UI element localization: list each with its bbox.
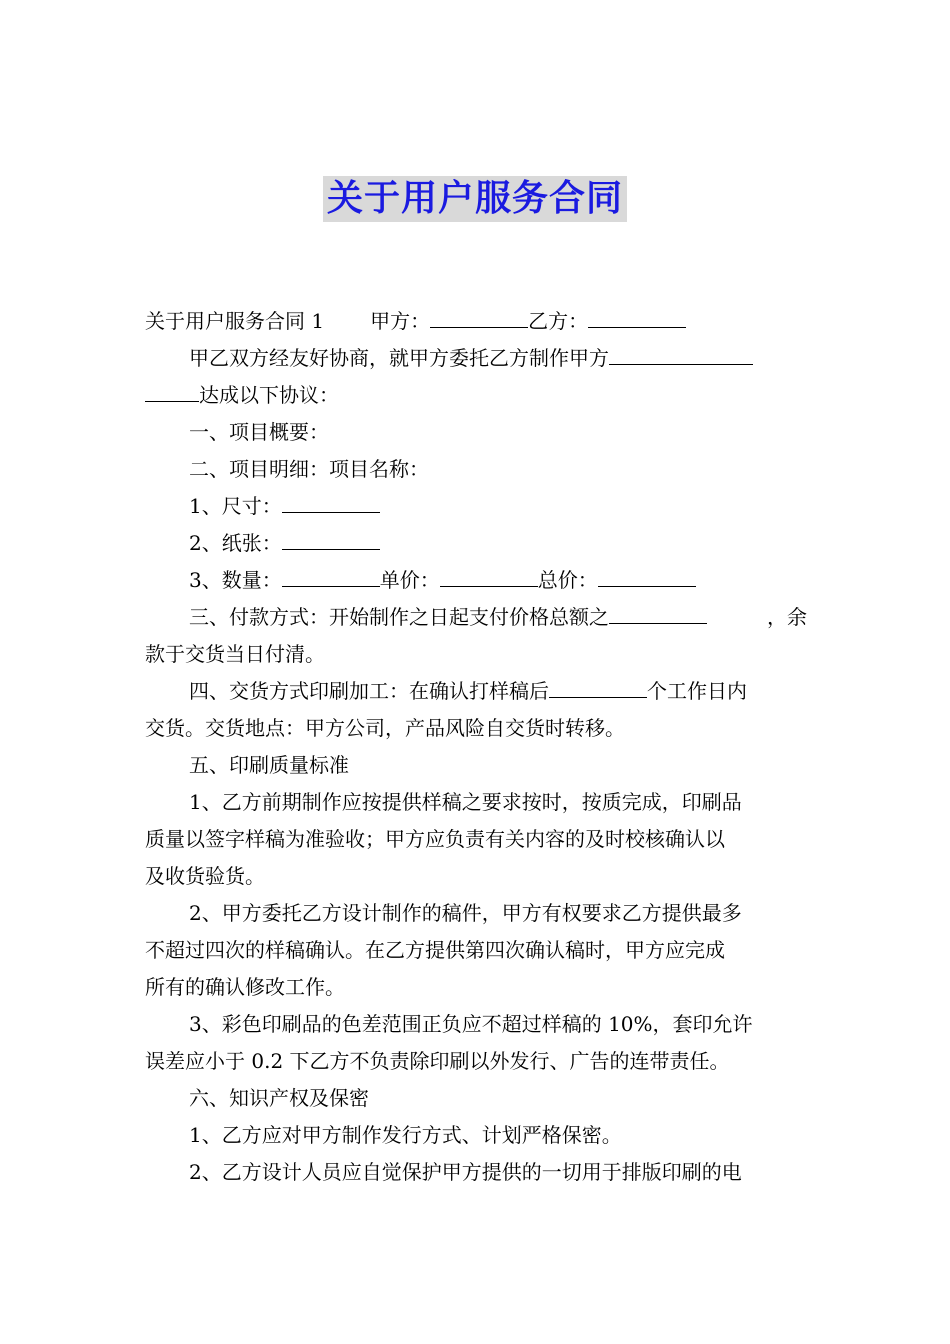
section-4-line-2: 交货。交货地点：甲方公司，产品风险自交货时转移。 bbox=[145, 716, 625, 740]
section-5-1-line-3: 及收货验货。 bbox=[145, 864, 265, 888]
title-wrap bbox=[0, 176, 950, 222]
section-2: 二、项目明细：项目名称： bbox=[189, 457, 429, 481]
section-6-2: 2、乙方设计人员应自觉保护甲方提供的一切用于排版印刷的电 bbox=[189, 1160, 742, 1184]
section-5-2-line-1: 2、甲方委托乙方设计制作的稿件，甲方有权要求乙方提供最多 bbox=[189, 901, 742, 925]
section-5-1-line-1: 1、乙方前期制作应按提供样稿之要求按时，按质完成，印刷品 bbox=[189, 790, 742, 814]
section-3-line-1: 三、付款方式：开始制作之日起支付价格总额之 ，余 bbox=[145, 599, 807, 636]
delivery-days-blank bbox=[549, 675, 647, 698]
payment-blank bbox=[609, 601, 707, 624]
party-a-label: 甲方： bbox=[370, 309, 431, 333]
party-a-blank bbox=[430, 305, 528, 328]
total-price-blank bbox=[598, 564, 696, 587]
section-5-2-line-3: 所有的确认修改工作。 bbox=[145, 975, 345, 999]
document-title: 关于用户服务合同 bbox=[323, 176, 627, 222]
unit-price-blank bbox=[440, 564, 538, 587]
item-paper: 2、纸张： bbox=[145, 525, 807, 562]
intro-line-1: 甲乙双方经友好协商，就甲方委托乙方制作甲方 bbox=[145, 340, 807, 377]
intro-blank-2 bbox=[145, 379, 199, 402]
intro-blank-1 bbox=[609, 342, 753, 365]
qty-blank bbox=[282, 564, 380, 587]
section-4-line-1: 四、交货方式印刷加工：在确认打样稿后 个工作日内 bbox=[145, 673, 807, 710]
section-5-3-line-2: 误差应小于 0.2 下乙方不负责除印刷以外发行、广告的连带责任。 bbox=[145, 1049, 730, 1073]
party-b-label: 乙方： bbox=[528, 309, 589, 333]
document-body bbox=[145, 303, 807, 1191]
item-size: 1、尺寸： bbox=[145, 488, 807, 525]
header-line bbox=[145, 303, 807, 340]
paper-blank bbox=[282, 527, 380, 550]
intro-line-2: 达成以下协议： bbox=[145, 377, 807, 414]
section-5-2-line-2: 不超过四次的样稿确认。在乙方提供第四次确认稿时，甲方应完成 bbox=[145, 938, 725, 962]
section-5-3-line-1: 3、彩色印刷品的色差范围正负应不超过样稿的 10%，套印允许 bbox=[189, 1012, 753, 1036]
section-5: 五、印刷质量标准 bbox=[189, 753, 349, 777]
section-3-line-2: 款于交货当日付清。 bbox=[145, 642, 325, 666]
contract-label: 关于用户服务合同 1 bbox=[145, 309, 325, 333]
section-6-1: 1、乙方应对甲方制作发行方式、计划严格保密。 bbox=[189, 1123, 622, 1147]
section-1: 一、项目概要： bbox=[189, 420, 329, 444]
section-5-1-line-2: 质量以签字样稿为准验收；甲方应负责有关内容的及时校核确认以 bbox=[145, 827, 725, 851]
party-b-blank bbox=[588, 305, 686, 328]
item-quantity: 3、数量： 单价： 总价： bbox=[145, 562, 807, 599]
section-6: 六、知识产权及保密 bbox=[189, 1086, 369, 1110]
size-blank bbox=[282, 490, 380, 513]
